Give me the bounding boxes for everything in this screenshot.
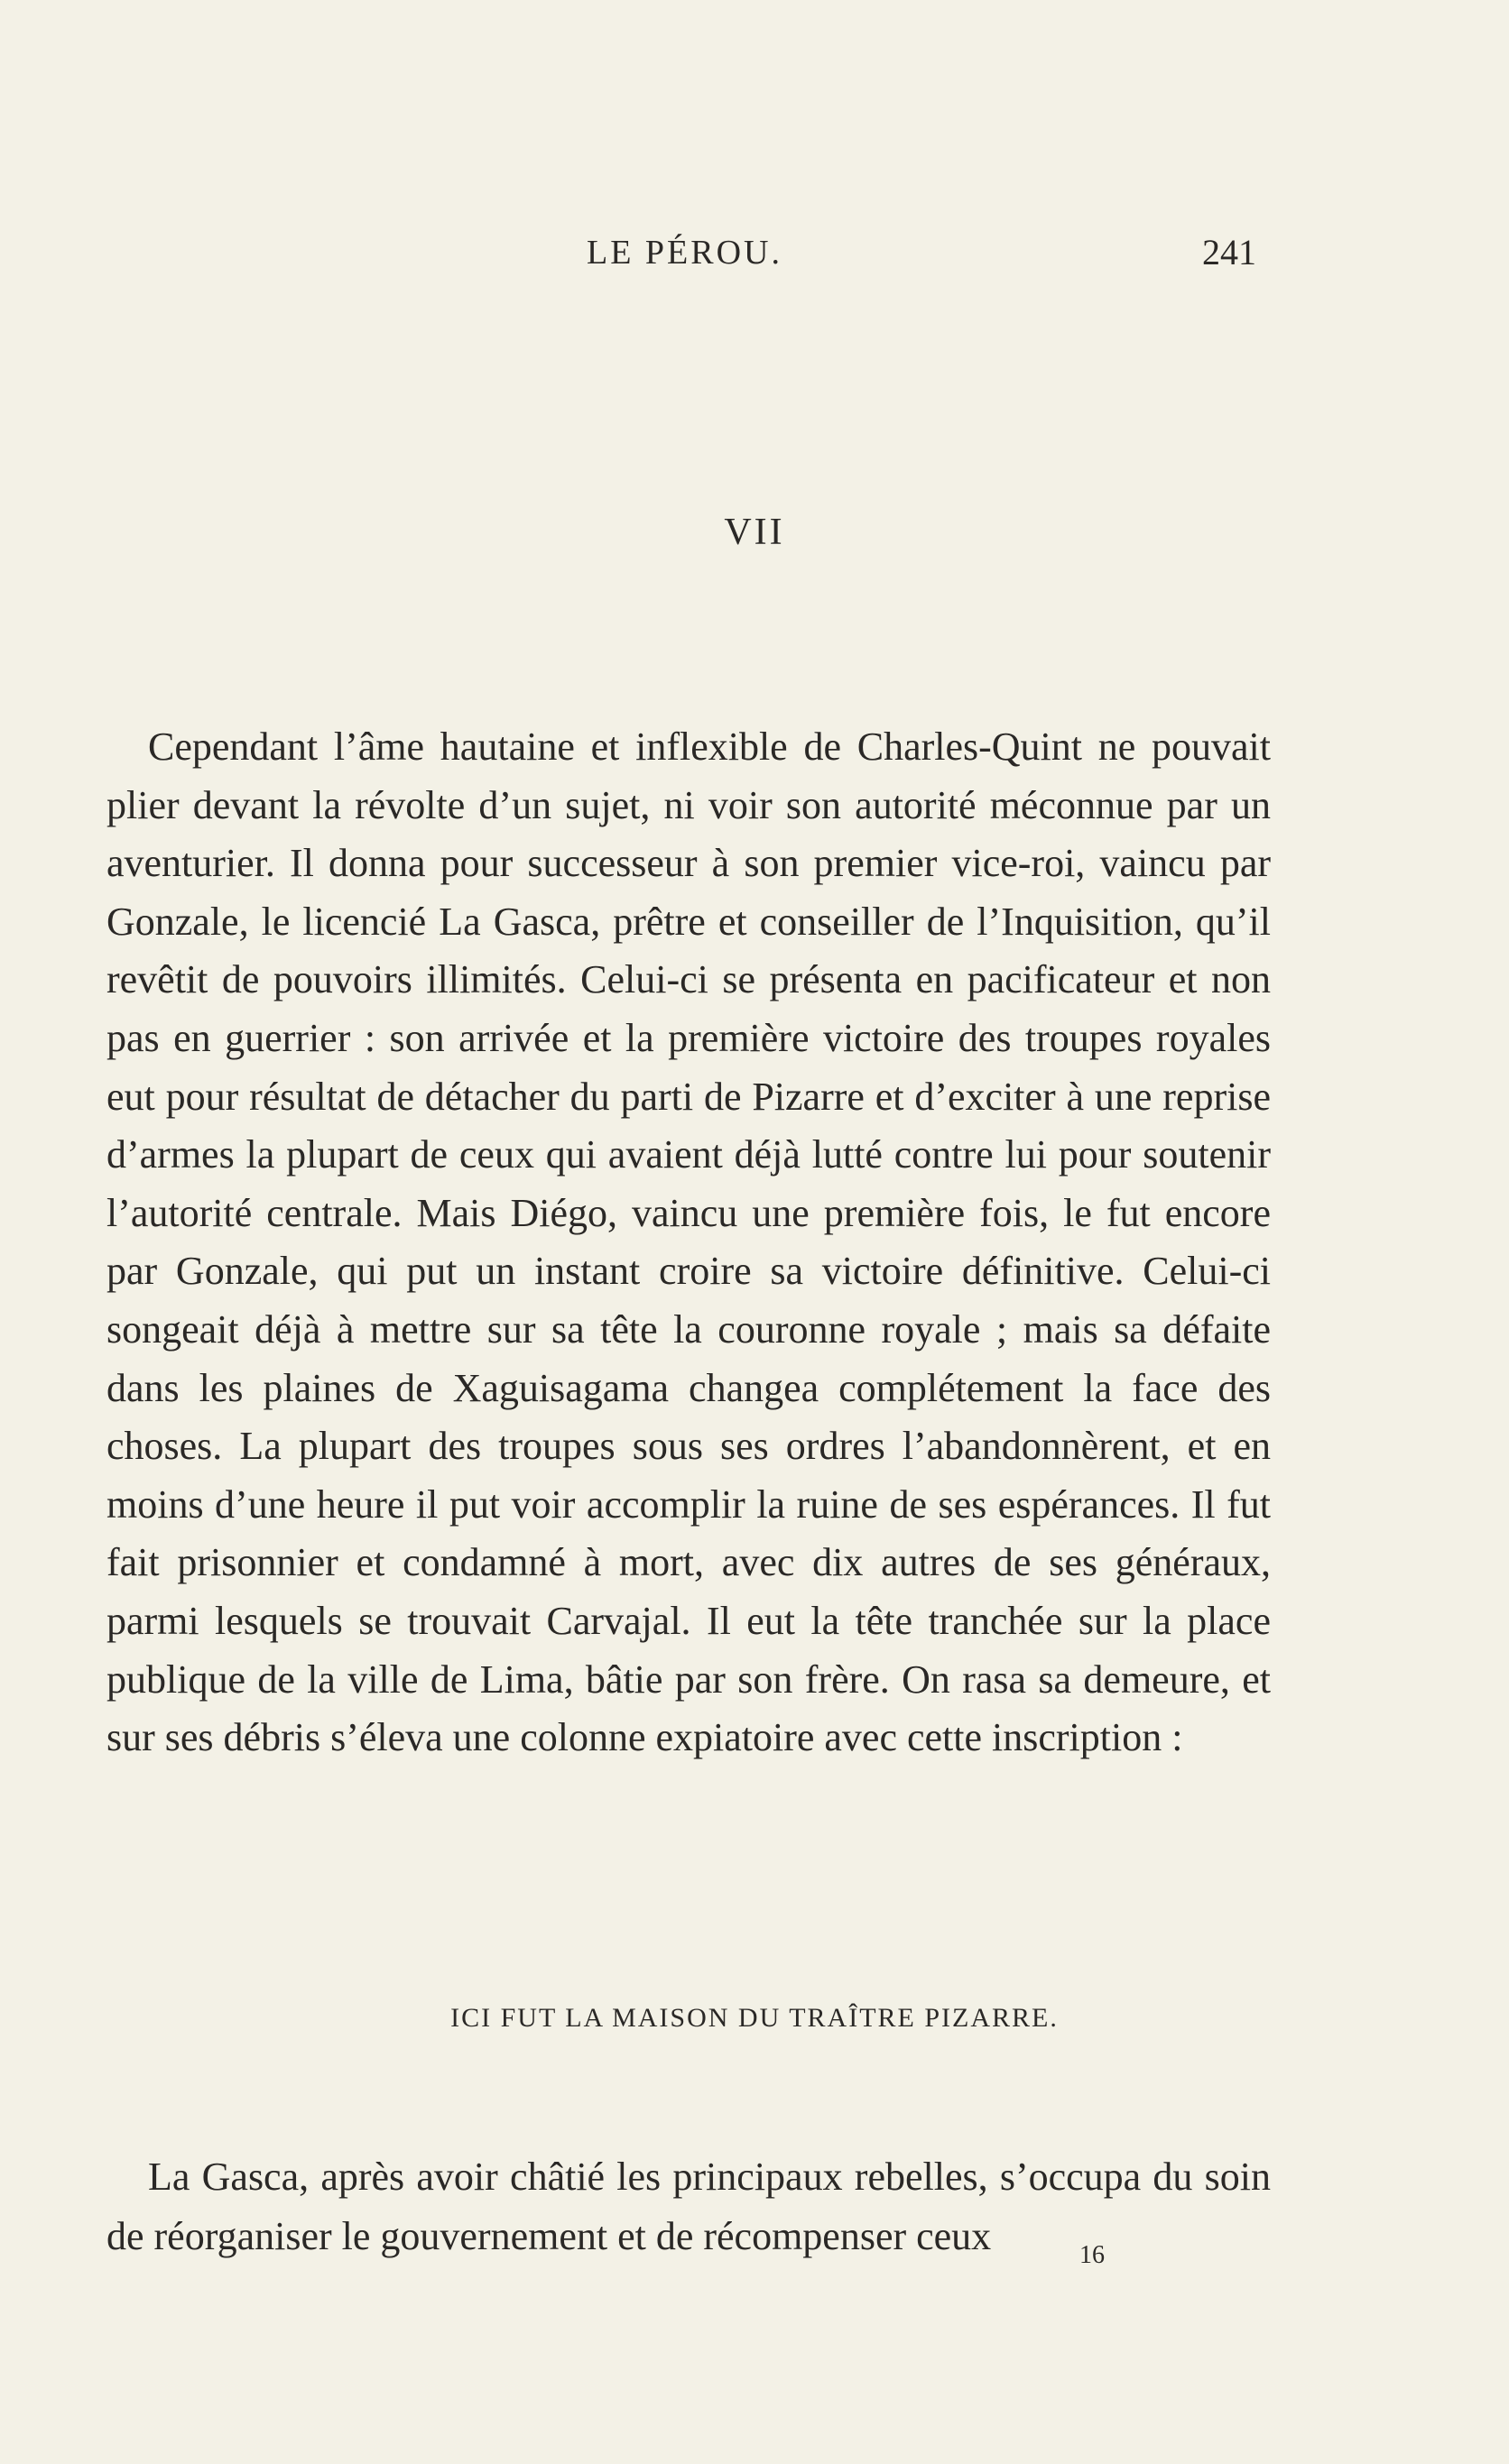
running-title: LE PÉROU. (587, 234, 782, 272)
page-number: 241 (1202, 232, 1256, 272)
body-paragraph-2: La Gasca, après avoir châtié les principaux rebelles, s’occupa du soin de réorganiser le gouvernement et de récompenser ceux (106, 2155, 1271, 2258)
inscription: ICI FUT LA MAISON DU TRAÎTRE PIZARRE. (450, 2003, 1059, 2033)
body-paragraph-1: Cependant l’âme hautaine et inflexible de Charles-Quint ne pouvait plier devant la révolte d’un sujet, ni voir son autorité méconnue par un aventurier. Il donna pour successeur à son premier vice-roi, vaincu par Gonzale, le licencié La Gasca, prêtre et conseiller de l’Inquisition, qu’il revêtit de pouvoirs illimités. Celui-ci se présenta en pacificateur et non pas en guerrier : son arrivée et la première victoire des troupes royales eut pour résultat de détacher du parti de Pizarre et d’exciter à une reprise d’armes la plupart de ceux qui avaient déjà lutté contre lui pour soutenir l’autorité centrale. Mais Diégo, vaincu une première fois, le fut encore par Gonzale, qui put un instant croire sa victoire définitive. Celui-ci songeait déjà à mettre sur sa tête la couronne royale ; mais sa défaite dans les plaines de Xaguisagama changea complétement la face des choses. La plupart des troupes sous ses ordres l’abandonnèrent, et en moins d’une heure il put voir accomplir la ruine de ses espérances. Il fut fait prisonnier et condamné à mort, avec dix autres de ses généraux, parmi lesquels se trouvait Carvajal. Il eut la tête tranchée sur la place publique de la ville de Lima, bâtie par son frère. On rasa sa demeure, et sur ses débris s’éleva une colonne expiatoire avec cette inscription : (106, 724, 1271, 1760)
section-heading: VII (724, 512, 785, 553)
signature-mark: 16 (1079, 2241, 1105, 2269)
running-head (0, 226, 1509, 280)
